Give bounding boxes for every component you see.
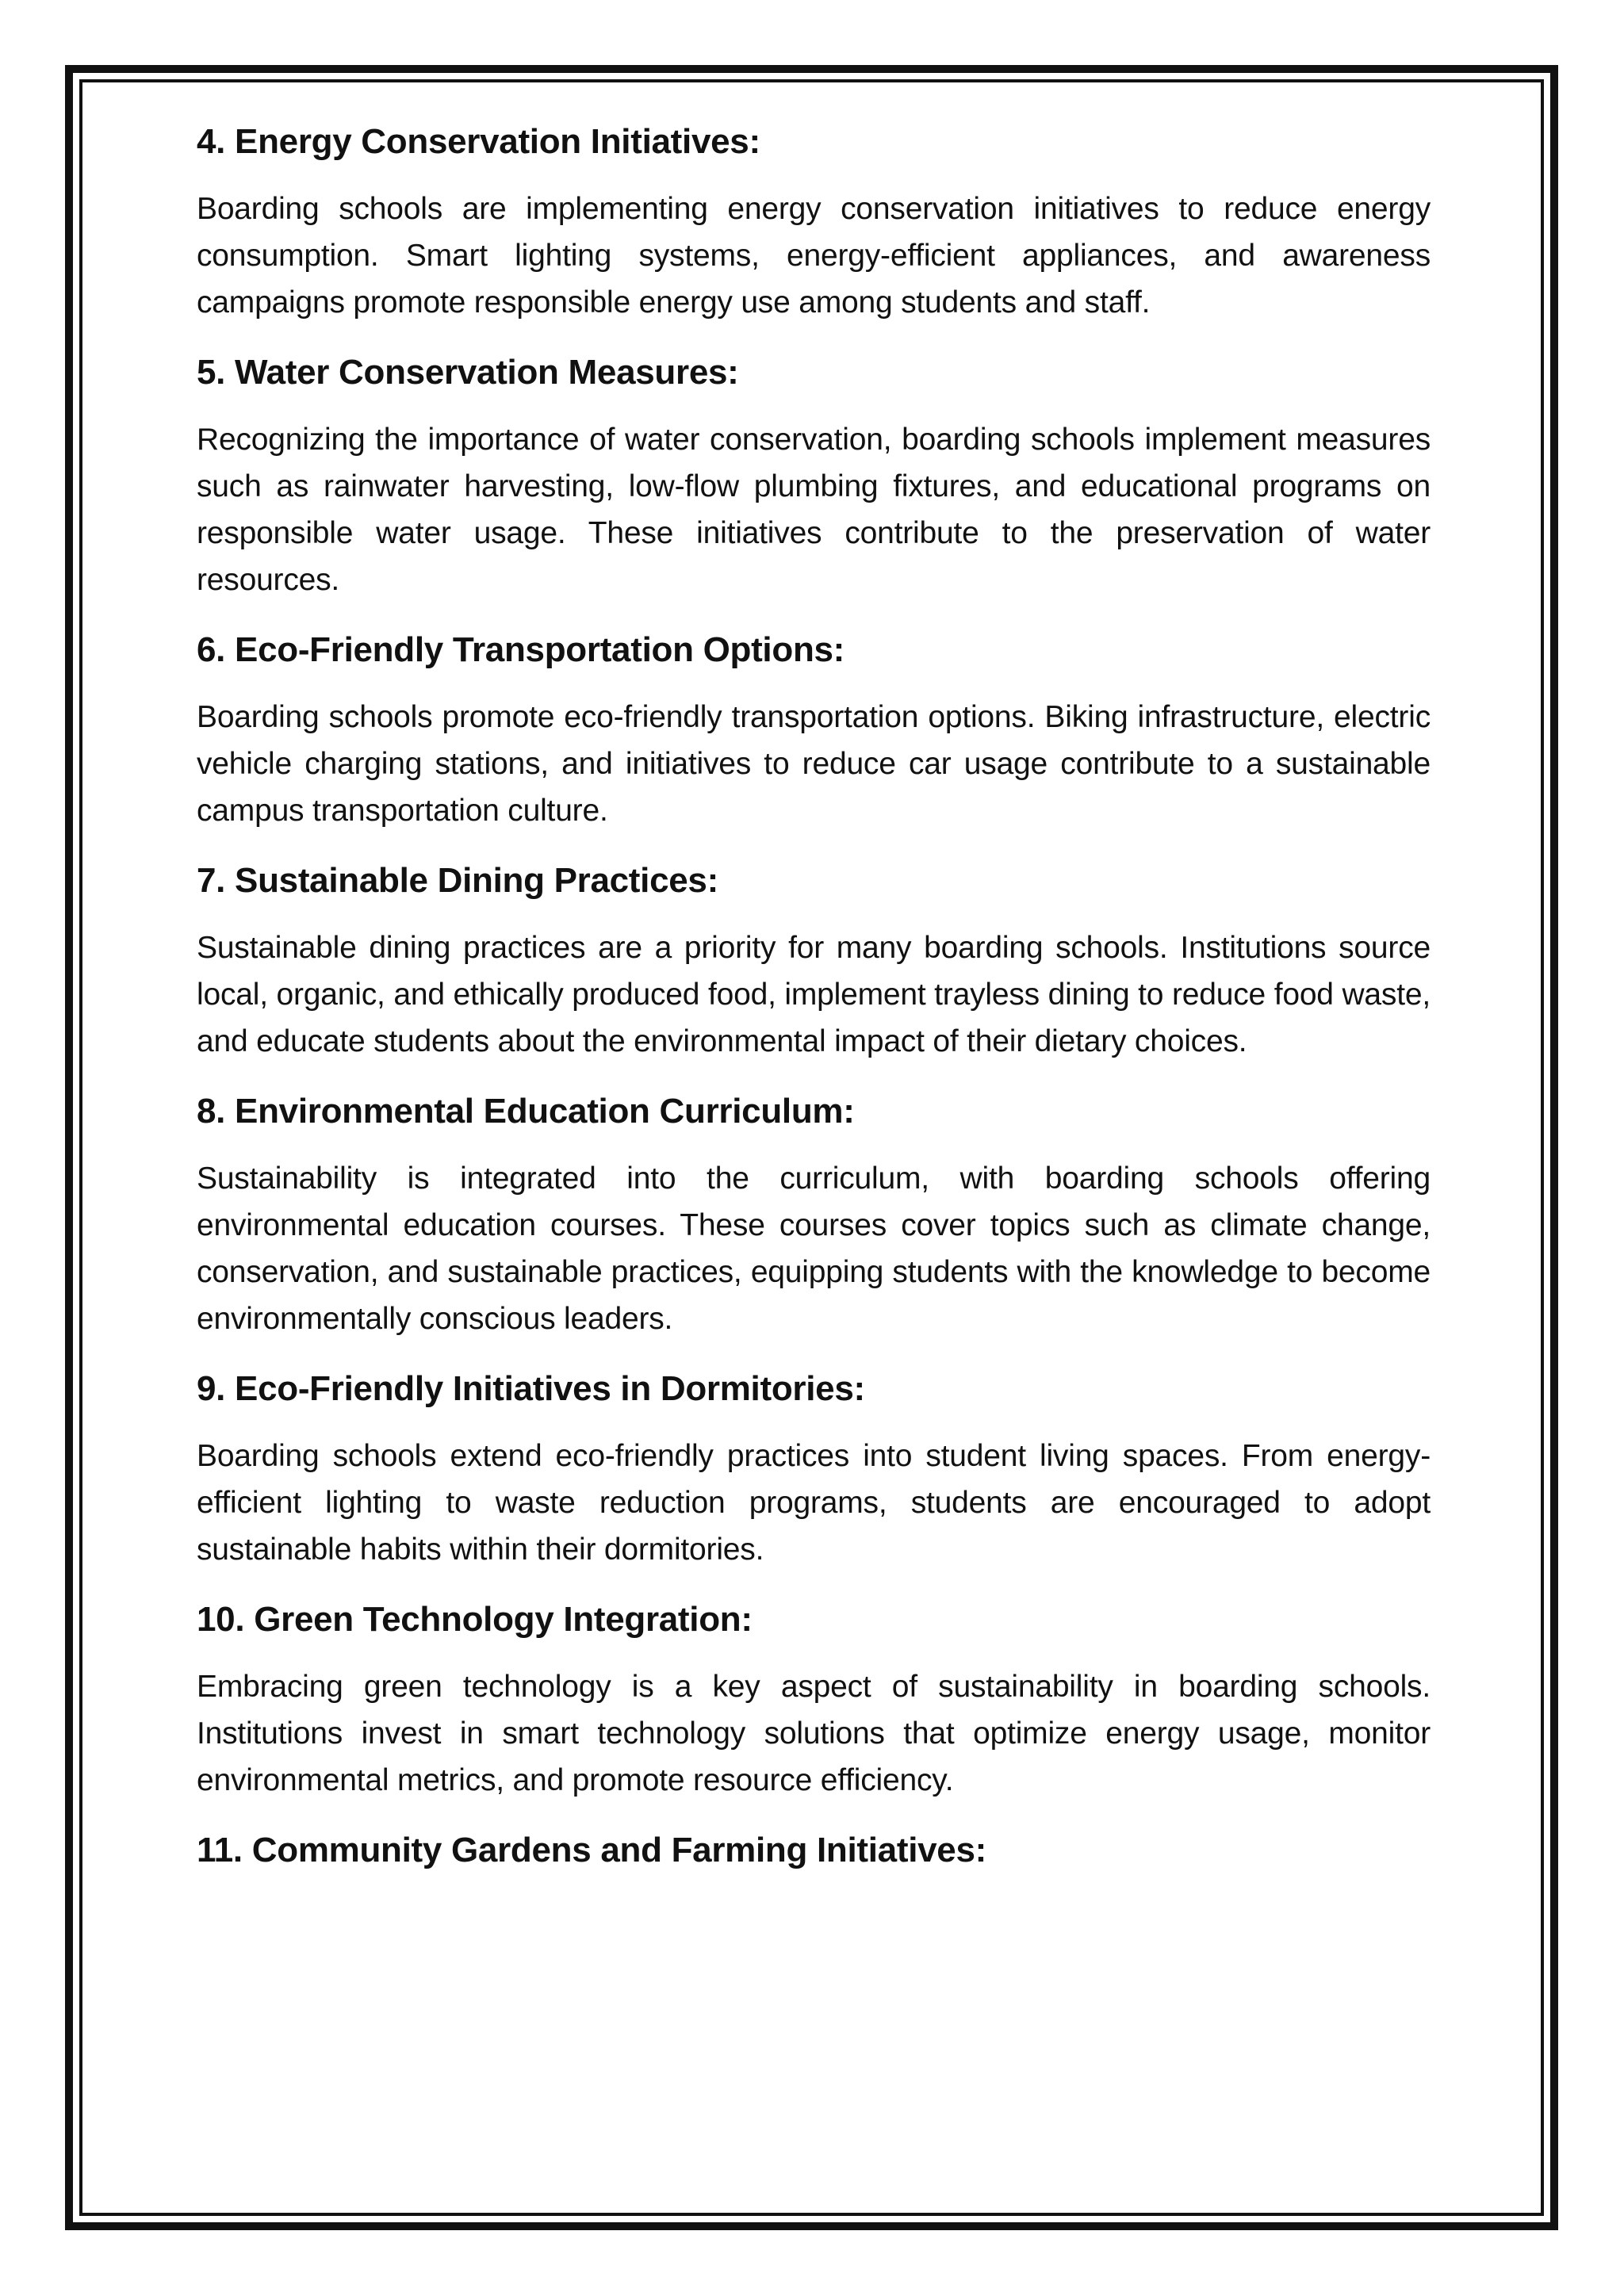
section-heading-11: 11. Community Gardens and Farming Initiatives: [197,1831,986,1869]
section-heading-6: 6. Eco-Friendly Transportation Options: [197,630,845,669]
document-content [197,117,1431,1875]
section-heading-5: 5. Water Conservation Measures: [197,353,739,392]
section-body-7: Sustainable dining practices are a priority for many boarding schools. Institutions source local, organic, and ethically produced food, implement trayless dining to reduce food waste, and educate students about the environmental impact of their dietary choices. [197,931,1431,1058]
section-body-9: Boarding schools extend eco-friendly practices into student living spaces. From energy-efficient lighting to waste reduction programs, students are encouraged to adopt sustainable habits within their dormitories. [197,1439,1431,1567]
section-heading-9: 9. Eco-Friendly Initiatives in Dormitories: [197,1369,865,1408]
section-heading-7: 7. Sustainable Dining Practices: [197,861,718,900]
section-body-10: Embracing green technology is a key aspect of sustainability in boarding schools. Institutions invest in smart technology solutions that optimize energy usage, monitor environmental metrics, and promote resource efficiency. [197,1670,1431,1797]
section-body-8: Sustainability is integrated into the curriculum, with boarding schools offering environmental education courses. These courses cover topics such as climate change, conservation, and sustainable practices, equipping students with the knowledge to become environmentally conscious leaders. [197,1161,1431,1336]
section-heading-10: 10. Green Technology Integration: [197,1600,753,1639]
section-body-6: Boarding schools promote eco-friendly transportation options. Biking infrastructure, electric vehicle charging stations, and initiatives to reduce car usage contribute to a sustainable campus transportation culture. [197,700,1431,828]
section-body-4: Boarding schools are implementing energy conservation initiatives to reduce energy consumption. Smart lighting systems, energy-efficient appliances, and awareness campaigns promote responsible energy use among students and staff. [197,192,1431,320]
section-heading-8: 8. Environmental Education Curriculum: [197,1092,855,1131]
section-body-5: Recognizing the importance of water conservation, boarding schools implement measures such as rainwater harvesting, low-flow plumbing fixtures, and educational programs on responsible water usage. These initiatives contribute to the preservation of water resources. [197,423,1431,597]
section-heading-4: 4. Energy Conservation Initiatives: [197,122,760,161]
